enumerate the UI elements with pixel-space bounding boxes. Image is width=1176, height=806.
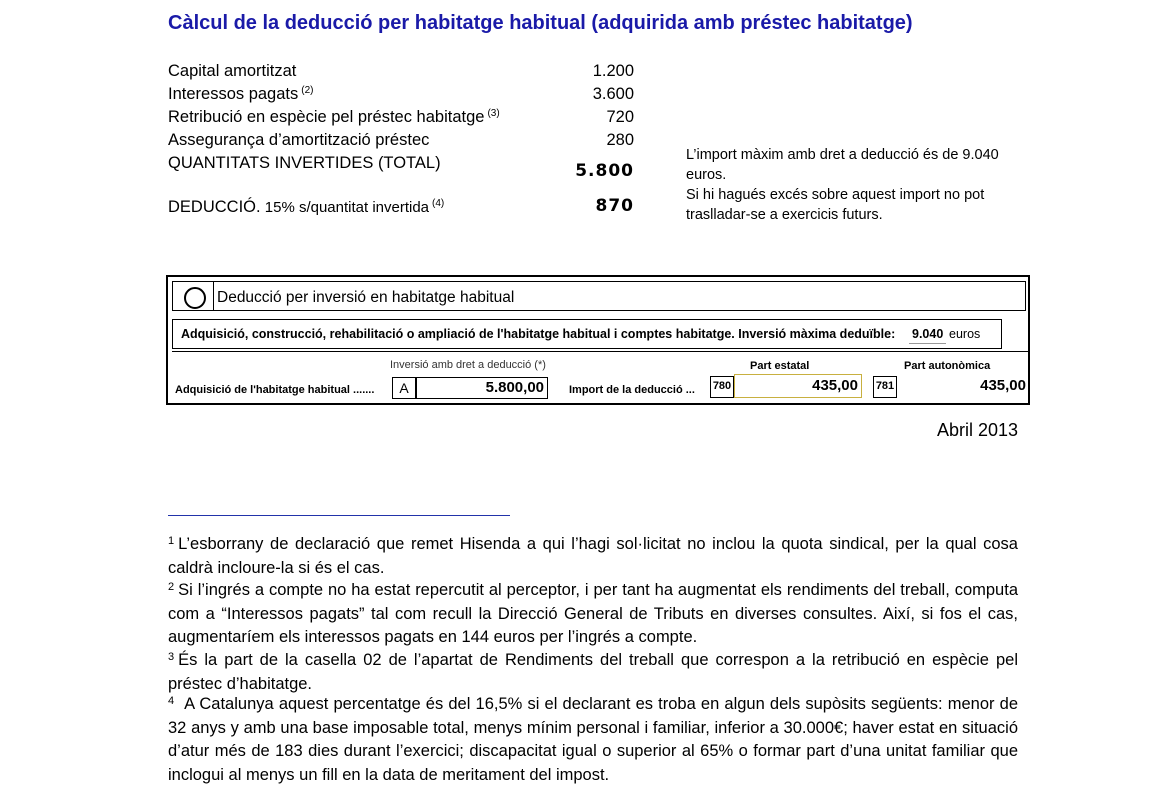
row-value: 720 xyxy=(606,108,634,126)
import-deduccio-label: Import de la deducció ... xyxy=(569,384,695,396)
footnote-2 xyxy=(168,576,1018,650)
row-label: Assegurança d’amortització préstec xyxy=(168,131,430,149)
footnote-text: si el declarant es troba en algun dels supòsits següents: menor de 32 anys y amb una base imposable total, menys mínim personal i familiar, inferior a 30.000€; haver estat en situació d’atur més de 183 dies durant l’exercici; discapacitat igual o superior al 65% o formar part d’una unitat familiar que inclogui al menys un fill en la data de meritament del impost. xyxy=(168,695,1018,784)
calc-row-capital xyxy=(168,62,634,86)
radio-circle[interactable] xyxy=(184,287,206,309)
calc-row-total xyxy=(168,154,634,184)
form-subheader xyxy=(172,319,1002,349)
part-estatal-label: Part estatal xyxy=(750,360,810,372)
total-value: 5.800 xyxy=(575,161,634,181)
max-investment-unit: euros xyxy=(949,327,981,341)
code-box-781: 781 xyxy=(873,376,897,398)
calc-row-interessos xyxy=(168,85,634,109)
acquisition-row-label: Adquisició de l'habitatge habitual ....... xyxy=(175,384,375,396)
footnote-text: És la part de la casella 02 de l’apartat de Rendiments del treball que correspon a la retribució en espècie pel préstec d’habitatge. xyxy=(168,651,1018,693)
part-autonomica-label: Part autonòmica xyxy=(904,360,991,372)
footnote-text: Si l’ingrés a compte no ha estat repercutit al perceptor, i per tant ha augmentat els rendiments del treball, computa com a “Interessos pagats” tal com recull la Direcció General de Tributs en diverses consultes. Així, si fos el cas, augmentaríem els interessos pagats en 144 euros per l’ingrés a compte. xyxy=(168,581,1018,646)
row-value: 3.600 xyxy=(592,85,634,103)
max-investment-label: Adquisició, construcció, rehabilitació o ampliació de l'habitatge habitual i comptes habitatge. Inversió màxima deduïble: xyxy=(181,327,896,341)
total-label: QUANTITATS INVERTIDES (TOTAL) xyxy=(168,154,441,172)
footnote-ref: (2) xyxy=(301,85,314,96)
part-autonomica-input[interactable]: 435,00 xyxy=(980,377,1026,394)
deduccio-label: DEDUCCIÓ. xyxy=(168,198,261,216)
calc-row-deduccio xyxy=(168,198,634,222)
form-header-label: Deducció per inversió en habitatge habitual xyxy=(217,289,515,306)
calc-row-retribucio xyxy=(168,108,634,132)
footnote-ref: (3) xyxy=(487,108,500,119)
side-note-line2: Si hi hagués excés sobre aquest import no pot traslladar-se a exercicis futurs. xyxy=(686,187,985,223)
max-investment-value: 9.040 xyxy=(909,325,946,344)
form-header xyxy=(172,281,1026,311)
footnote-4 xyxy=(168,690,1018,787)
code-box-a: A xyxy=(392,377,416,399)
part-estatal-input[interactable]: 435,00 xyxy=(734,374,862,398)
page-title: Càlcul de la deducció per habitatge habitual (adquirida amb préstec habitatge) xyxy=(168,12,913,34)
code-box-780: 780 xyxy=(710,376,734,398)
calc-row-asseguranca xyxy=(168,131,634,155)
deduccio-text: 15% s/quantitat invertida xyxy=(260,199,430,216)
footnote-bold-text: A Catalunya aquest percentatge és del 16,5% xyxy=(184,695,523,713)
footnote-number: 3 xyxy=(168,651,175,663)
footnote-1 xyxy=(168,530,1018,580)
deduccio-value: 870 xyxy=(595,196,634,216)
row-value: 280 xyxy=(606,131,634,149)
divider xyxy=(213,282,214,310)
footnote-number: 2 xyxy=(168,581,175,593)
footnote-number: 4 xyxy=(168,695,175,707)
row-label: Retribució en espècie pel préstec habitatge xyxy=(168,108,485,126)
footnote-text: L’esborrany de declaració que remet Hisenda a qui l’hagi sol·licitat no inclou la quota sindical, per la qual cosa caldrà incloure-la si és el cas. xyxy=(168,535,1018,577)
row-value: 1.200 xyxy=(592,62,634,80)
side-note-line1: L’import màxim amb dret a deducció és de 9.040 euros. xyxy=(686,147,999,183)
footnote-divider xyxy=(168,515,510,516)
investment-input[interactable]: 5.800,00 xyxy=(416,377,548,399)
footnote-ref: (4) xyxy=(432,198,445,209)
footnote-3 xyxy=(168,646,1018,696)
side-note xyxy=(686,145,1006,225)
investment-column-label: Inversió amb dret a deducció (*) xyxy=(390,359,546,371)
row-label: Capital amortitzat xyxy=(168,62,297,80)
row-label: Interessos pagats xyxy=(168,85,299,103)
footnote-number: 1 xyxy=(168,535,175,547)
document-date: Abril 2013 xyxy=(937,420,1019,440)
tax-form-box xyxy=(166,275,1030,405)
form-entry-row xyxy=(172,351,1030,404)
